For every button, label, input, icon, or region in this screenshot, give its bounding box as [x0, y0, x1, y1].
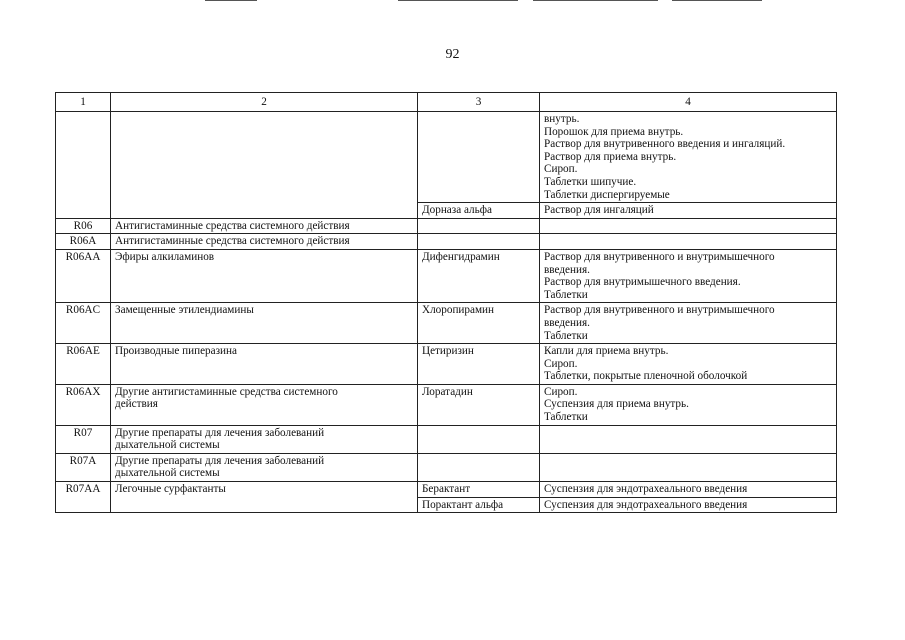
group-name-cell — [111, 384, 418, 425]
group-name-line: дыхательной системы — [115, 467, 220, 480]
dosage-forms-cell — [540, 112, 837, 203]
drug-name-cell: Порактант альфа — [418, 497, 540, 513]
drug-name-cell: Хлоропирамин — [418, 303, 540, 344]
group-name-line: Другие антигистаминные средства системного — [115, 385, 338, 398]
group-name-cell — [111, 453, 418, 481]
group-name-cell — [111, 344, 418, 385]
drug-table — [55, 92, 837, 513]
dosage-forms-cell — [540, 482, 837, 498]
column-header: 1 — [56, 93, 111, 112]
atc-code-cell — [56, 112, 111, 219]
dosage-form-line: Таблетки диспергируемые — [544, 188, 670, 201]
dosage-form-line: Таблетки — [544, 329, 588, 342]
group-name-line: действия — [115, 398, 158, 411]
dosage-form-line: Таблетки — [544, 288, 588, 301]
dosage-form-line: Суспензия для эндотрахеального введения — [544, 498, 748, 511]
atc-code-cell: R07AA — [56, 482, 111, 513]
scan-artifact-line — [672, 0, 762, 1]
table-row — [56, 112, 837, 203]
dosage-forms-cell — [540, 497, 837, 513]
atc-code-cell: R07A — [56, 453, 111, 481]
group-name-cell — [111, 482, 418, 513]
dosage-form-line: Раствор для внутривенного и внутримышечного — [544, 250, 775, 263]
table-row — [56, 303, 837, 344]
dosage-form-line: Порошок для приема внутрь. — [544, 125, 684, 138]
table-row — [56, 453, 837, 481]
dosage-form-line: Раствор для внутримышечного введения. — [544, 276, 741, 289]
page-number: 92 — [445, 47, 460, 62]
table-header-row — [56, 93, 837, 112]
group-name-cell — [111, 112, 418, 219]
dosage-form-line: введения. — [544, 316, 590, 329]
group-name-line: Другие препараты для лечения заболеваний — [115, 426, 325, 439]
group-name-line: Антигистаминные средства системного действия — [115, 235, 350, 248]
atc-code-cell: R06AE — [56, 344, 111, 385]
dosage-form-line: Таблетки шипучие. — [544, 175, 637, 188]
dosage-form-line: Раствор для внутривенного введения и ингаляций. — [544, 138, 786, 151]
dosage-form-line: Суспензия для эндотрахеального введения — [544, 483, 748, 496]
group-name-cell — [111, 249, 418, 302]
dosage-form-line: Таблетки — [544, 411, 588, 424]
group-name-cell — [111, 303, 418, 344]
scan-artifact-line — [398, 0, 518, 1]
drug-name-cell: Берактант — [418, 482, 540, 498]
dosage-forms-cell — [540, 234, 837, 250]
drug-name-cell — [418, 218, 540, 234]
drug-name-cell: Дифенгидрамин — [418, 249, 540, 302]
table-row — [56, 384, 837, 425]
scan-artifact-line — [205, 0, 257, 1]
dosage-form-line: Таблетки, покрытые пленочной оболочкой — [544, 370, 748, 383]
drug-name-cell — [418, 425, 540, 453]
group-name-cell — [111, 234, 418, 250]
atc-code-cell: R06A — [56, 234, 111, 250]
column-header: 3 — [418, 93, 540, 112]
group-name-line: Антигистаминные средства системного действия — [115, 219, 350, 232]
dosage-form-line: Раствор для ингаляций — [544, 204, 654, 217]
table-row — [56, 482, 837, 498]
scan-artifact-line — [533, 0, 658, 1]
drug-name-cell: Лоратадин — [418, 384, 540, 425]
drug-name-cell — [418, 453, 540, 481]
group-name-line: Легочные сурфактанты — [115, 483, 226, 496]
dosage-form-line: Суспензия для приема внутрь. — [544, 398, 689, 411]
dosage-forms-cell — [540, 249, 837, 302]
dosage-forms-cell — [540, 344, 837, 385]
dosage-form-line: Сироп. — [544, 385, 578, 398]
dosage-forms-cell — [540, 453, 837, 481]
group-name-line: Эфиры алкиламинов — [115, 250, 215, 263]
dosage-form-line: Раствор для приема внутрь. — [544, 150, 677, 163]
group-name-line: дыхательной системы — [115, 439, 220, 452]
dosage-forms-cell — [540, 303, 837, 344]
dosage-forms-cell — [540, 384, 837, 425]
column-header: 2 — [111, 93, 418, 112]
atc-code-cell: R06AA — [56, 249, 111, 302]
table-row — [56, 344, 837, 385]
table-row — [56, 234, 837, 250]
table-row — [56, 218, 837, 234]
drug-name-cell: Цетиризин — [418, 344, 540, 385]
drug-name-cell: Дорназа альфа — [418, 203, 540, 219]
dosage-form-line: внутрь. — [544, 113, 580, 125]
drug-name-cell — [418, 234, 540, 250]
group-name-line: Производные пиперазина — [115, 345, 237, 358]
column-header: 4 — [540, 93, 837, 112]
dosage-form-line: Раствор для внутривенного и внутримышечного — [544, 304, 775, 317]
drug-name-cell — [418, 112, 540, 203]
atc-code-cell: R06 — [56, 218, 111, 234]
table-row — [56, 249, 837, 302]
atc-code-cell: R07 — [56, 425, 111, 453]
dosage-forms-cell — [540, 203, 837, 219]
dosage-form-line: Сироп. — [544, 163, 578, 176]
dosage-form-line: Капли для приема внутрь. — [544, 345, 669, 358]
group-name-cell — [111, 425, 418, 453]
dosage-forms-cell — [540, 425, 837, 453]
table-row — [56, 425, 837, 453]
group-name-cell — [111, 218, 418, 234]
atc-code-cell: R06AC — [56, 303, 111, 344]
atc-code-cell: R06AX — [56, 384, 111, 425]
dosage-forms-cell — [540, 218, 837, 234]
group-name-line: Другие препараты для лечения заболеваний — [115, 454, 325, 467]
dosage-form-line: Сироп. — [544, 357, 578, 370]
dosage-form-line: введения. — [544, 263, 590, 276]
group-name-line: Замещенные этилендиамины — [115, 304, 254, 317]
